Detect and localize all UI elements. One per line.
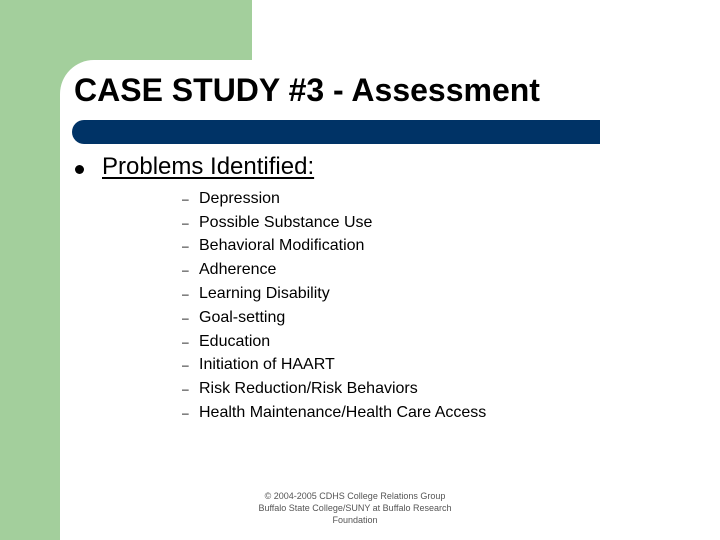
footer-line-1: © 2004-2005 CDHS College Relations Group	[264, 491, 446, 501]
dash-icon: –	[182, 334, 189, 349]
list-item-label: Adherence	[199, 261, 277, 279]
dash-icon: –	[182, 406, 189, 421]
list-item-label: Behavioral Modification	[199, 237, 365, 255]
list-item	[182, 235, 486, 259]
bullet-icon	[75, 163, 84, 174]
list-item-label: Education	[199, 332, 271, 350]
slide-title: CASE STUDY #3 - Assessment	[74, 72, 540, 108]
dash-icon: –	[182, 287, 189, 302]
footer-line-3: Foundation	[332, 515, 378, 525]
green-side-strip	[0, 0, 60, 540]
list-item-label: Depression	[199, 189, 280, 207]
list-item-label: Learning Disability	[199, 285, 330, 303]
dash-icon: –	[182, 358, 189, 373]
list-item-label: Health Maintenance/Health Care Access	[199, 404, 487, 422]
list-item	[182, 401, 486, 425]
list-item	[182, 330, 486, 354]
list-item	[182, 211, 486, 235]
list-item-label: Goal-setting	[199, 308, 286, 326]
dash-icon: –	[182, 215, 189, 230]
dash-icon: –	[182, 382, 189, 397]
footer-line-2: Buffalo State College/SUNY at Buffalo Research	[258, 503, 452, 513]
problems-list	[182, 187, 486, 425]
list-item-label: Possible Substance Use	[199, 213, 373, 231]
list-item	[182, 282, 486, 306]
dash-icon: –	[182, 310, 189, 325]
dash-icon: –	[182, 191, 189, 206]
list-item	[182, 354, 486, 378]
section-heading: Problems Identified:	[102, 153, 315, 180]
list-item	[182, 377, 486, 401]
dash-icon: –	[182, 263, 189, 278]
title-underline-bar	[72, 120, 600, 144]
list-item	[182, 306, 486, 330]
list-item	[182, 258, 486, 282]
dash-icon: –	[182, 239, 189, 254]
list-item	[182, 187, 486, 211]
list-item-label: Initiation of HAART	[199, 356, 335, 374]
copyright-footer	[230, 490, 480, 526]
list-item-label: Risk Reduction/Risk Behaviors	[199, 380, 418, 398]
